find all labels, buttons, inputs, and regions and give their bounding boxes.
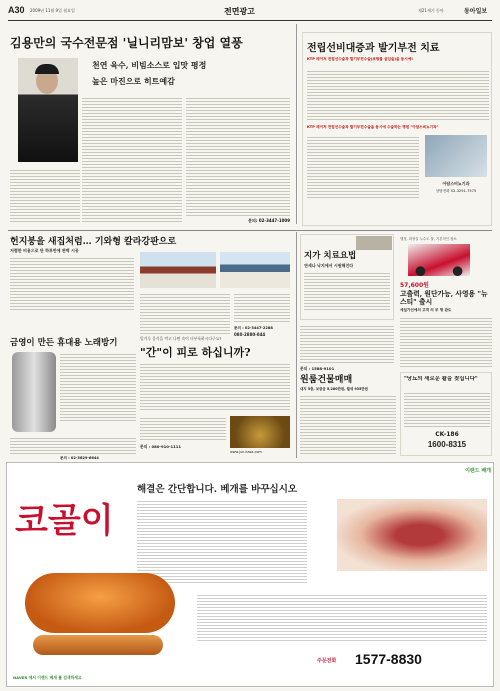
masthead [8, 4, 492, 20]
article6-body2 [300, 324, 394, 364]
article7-price [400, 280, 490, 289]
order-label: 주문전화 [317, 658, 337, 664]
doctor-photo [356, 236, 392, 250]
house-photo-2 [220, 252, 290, 288]
herb-photo [230, 416, 290, 448]
article6-sub: 연세나 낙지에서 시원해진다 [304, 263, 354, 268]
article2-sub2: KTP 레이저 전립선수술과 발기부전수술을 동시에 수술하는 병원 "아담스비뇨기과" [307, 125, 439, 129]
article2-headline: 전립선비대증과 발기부전 치료 [307, 43, 440, 54]
article9-body [404, 391, 490, 427]
person-photo [18, 58, 78, 162]
article3-contact2: 080-2880-044 [234, 332, 266, 337]
bottom-ad-body [137, 499, 307, 583]
issue-date: 2009년 11월 9일 월요일 [30, 8, 75, 13]
scooter-photo [408, 244, 470, 276]
article7-body [400, 316, 492, 368]
partner-name: 제21세기 동아 [418, 8, 444, 13]
article9-box [400, 372, 492, 456]
article3-contact1: 문의 : 02-3447-2288 [234, 326, 273, 330]
column-divider-2 [296, 232, 297, 458]
page-number: A30 [8, 5, 25, 15]
article4-contact: 문의 : 02-3629-6644 [60, 456, 99, 460]
pillow-photo-2 [33, 635, 163, 655]
article1-headline: 김용만의 국수전문점 '닐니리맘보' 창업 열풍 [10, 36, 243, 50]
article4-body2 [10, 436, 136, 454]
article9-contact: 1600-8315 [427, 440, 467, 449]
article7-headline: 고출력, 원단가능, 사영용 "뉴스티" 출시 [400, 290, 488, 306]
paper-name: 동아일보 [464, 8, 488, 15]
article3-body3 [234, 292, 290, 324]
article1-sub1: 천연 육수, 비빔소스로 입맛 평정 [92, 60, 207, 70]
pillow-photo [25, 573, 175, 633]
article1-body-col2 [186, 96, 290, 216]
article7-lead: 행정, 화장실 누수도 물, 기본적인 청소 [400, 237, 457, 241]
article5-body2 [140, 416, 226, 440]
article8-headline: 원룸건물매매 [300, 375, 353, 385]
article1-body [82, 96, 182, 222]
article3-body2 [140, 292, 230, 336]
bottom-ad-headline: 해결은 간단합니다. 베개를 바꾸십시오 [137, 484, 298, 495]
article9-brand: CK-186 [435, 431, 459, 438]
section-title: 전면광고 [224, 6, 255, 16]
article5-body [140, 362, 290, 412]
lips-mouth-photo [337, 499, 487, 571]
article6-contact: 문의 : 1588-9101 [300, 366, 335, 371]
house-photo [140, 252, 216, 288]
price-value: 57,600 [400, 282, 424, 289]
article5-contact: 문의 : 080-910-1111 [140, 444, 182, 449]
article4-headline: 금영이 만든 휴대용 노래방기 [10, 338, 118, 348]
company-name: 이랜드 베개 [465, 468, 491, 474]
article3-headline: 헌지붕을 새집처럼… 기와형 칼라강판으로 [10, 237, 177, 247]
bottom-ad-body2 [197, 593, 487, 643]
article8-body [300, 394, 396, 454]
article2-clinic: 아담스비뇨기과 [442, 181, 470, 186]
article4-body [60, 352, 136, 422]
article3-body [10, 256, 134, 312]
article1-sub2: 높은 마진으로 히트예감 [92, 76, 175, 86]
article5-headline: "간"이 피로 하십니까? [140, 346, 251, 359]
article7-sub: 세일가선에의 고객 의 부 명 관도 [400, 308, 452, 312]
article8-sub: 대지 5층, 보증금 5,280만원, 월세 935만원 [300, 387, 368, 391]
article2-body [307, 69, 489, 121]
article1-contact: 문의: 02-3447-1009 [248, 218, 290, 223]
article5-lead: 밀가루 음식을 먹고 나면 속이 더부룩하시다구요? [140, 336, 222, 341]
article3-sub: 저렴한 비용으로 단 하루만에 완벽 시공 [10, 248, 79, 253]
article1-body-col0 [10, 168, 80, 222]
article2-box [302, 32, 492, 226]
article9-headline: "당뇨의 새로운 활을 찾십니다" [404, 376, 478, 382]
karaoke-device-photo [12, 352, 56, 432]
article6-headline: 지가 치료요법 [304, 251, 357, 261]
bottom-ad-brand: 코골이 [15, 502, 114, 540]
section-rule-1 [8, 230, 492, 231]
article6-body [304, 271, 390, 311]
column-divider [296, 24, 297, 224]
price-unit: 원 [423, 282, 429, 289]
article2-body2 [307, 135, 419, 199]
article2-sub1: KTP 레이저 전립선수술과 발기부전수술(보형물 삽입술)을 동시에! [307, 57, 413, 61]
article2-contact: 상담전화 02-3291-7575 [435, 189, 477, 193]
masthead-rule [8, 20, 492, 21]
clinic-photo [425, 135, 487, 177]
bottom-ad-contact-block [207, 647, 487, 683]
article5-url: www.jun-kasa.com [230, 450, 262, 454]
bottom-ad [6, 462, 494, 687]
order-number: 1577-8830 [355, 651, 422, 667]
naver-footer[interactable]: NAVER 에서 이랜드 베개 를 검색하세요 [13, 675, 82, 680]
